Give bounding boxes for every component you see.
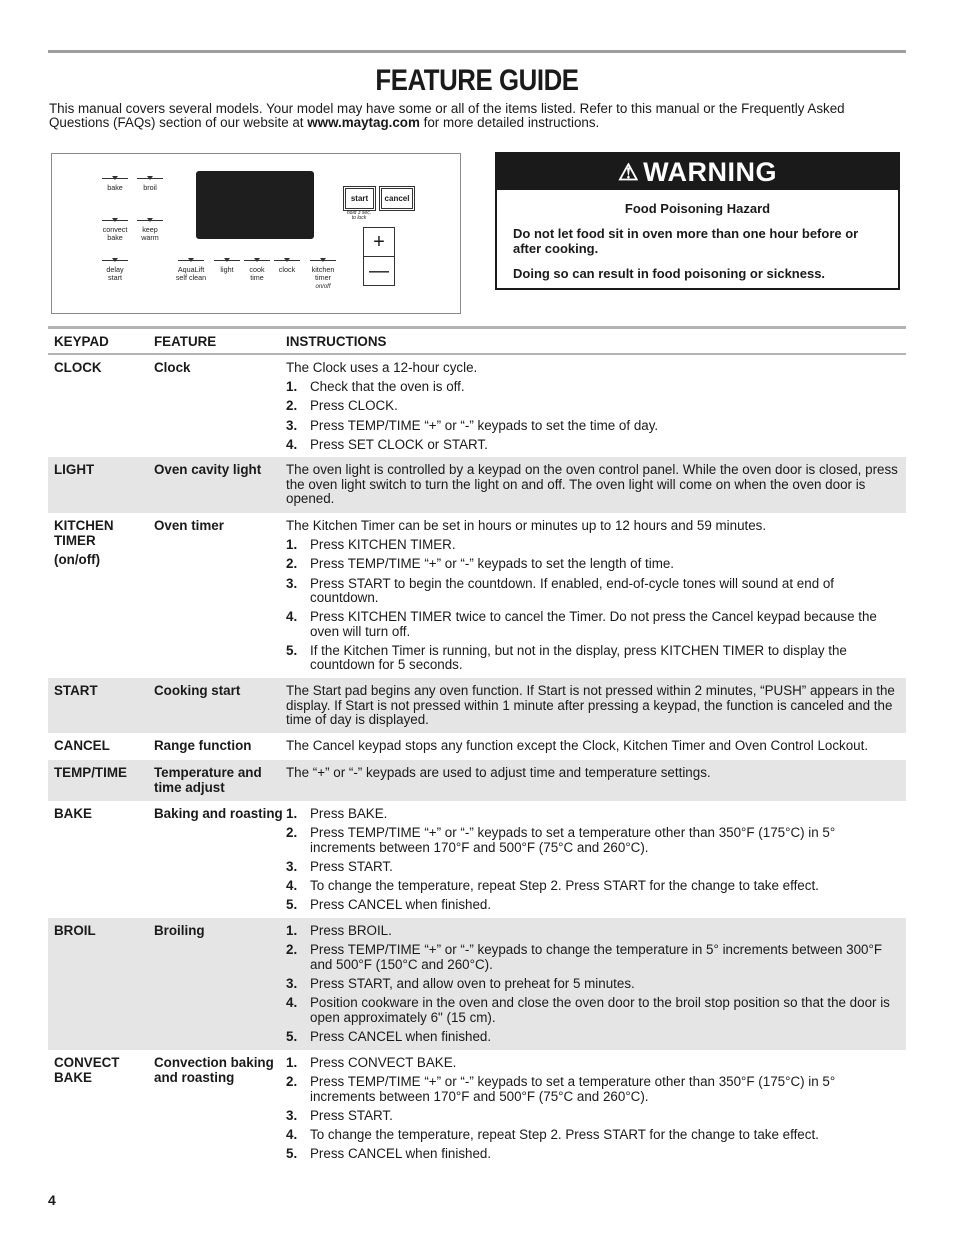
kitchen-timer-key: kitchen timer on/off <box>307 258 339 291</box>
table-header: KEYPAD FEATURE INSTRUCTIONS <box>48 326 906 355</box>
warning-box <box>495 152 900 290</box>
intro-paragraph <box>49 102 905 130</box>
keep-warm-key: keep warm <box>135 218 165 242</box>
start-key: start <box>343 186 376 211</box>
bake-key: bake <box>100 176 130 192</box>
broil-key: broil <box>135 176 165 192</box>
cook-time-key: cook time <box>242 258 272 282</box>
page-number: 4 <box>48 1192 56 1208</box>
plus-minus-keys <box>363 227 395 286</box>
hold-to-lock-note: hold 3 sec. to lock <box>346 210 372 221</box>
table-row: CLOCK Clock The Clock uses a 12-hour cycle. 1. Check that the oven is off. 2. Press CLOCK. 3. Press TEMP/TIME “+” or “-” keypads to set the time of day. 4. Press SET CLOCK or START. <box>54 360 659 452</box>
warning-line-1: Do not let food sit in oven more than one hour before or after cooking. <box>513 226 859 256</box>
table-row: KITCHEN TIMER (on/off) Oven timer The Kitchen Timer can be set in hours or minutes up to 12 hours and 59 minutes. 1. Press KITCHEN TIMER. 2. Press TEMP/TIME “+” or “-” keypads to set the length of time. 3. Press START to begin the countdown. If enabled, end-of-cycle tones will sound at end of countdown. 4. Press KITCHEN TIMER twice to cancel the Timer. Do not press the Cancel keypad because the oven will turn off. 5. If the Kitchen Timer is running, but not in the display, press KITCHEN TIMER to display the countdown for 5 seconds. <box>54 518 877 673</box>
table-row: CONVECT BAKE Convection baking and roasting 1. Press CONVECT BAKE. 2. Press TEMP/TIME “+” or “-” keypads to set a temperature other than 350°F (175°C) in 5° increments between 170°F and 500°F (75°C and 260°C). 3. Press START. 4. To change the temperature, repeat Step 2. Press START for the change to take effect. 5. Press CANCEL when finished. <box>54 1055 836 1162</box>
page-title: FEATURE GUIDE <box>375 64 579 97</box>
table-row: BAKE Baking and roasting 1. Press BAKE. 2. Press TEMP/TIME “+” or “-” keypads to set a temperature other than 350°F (175°C) in 5° increments between 170°F and 500°F (75°C and 260°C). 3. Press START. 4. To change the temperature, repeat Step 2. Press START for the change to take effect. 5. Press CANCEL when finished. <box>54 806 836 913</box>
minus-icon: — <box>364 256 394 285</box>
aqualift-key: AquaLift self clean <box>170 258 212 282</box>
warning-header: ⚠ WARNING <box>497 154 898 190</box>
cancel-key: cancel <box>379 186 415 211</box>
delay-start-key: delay start <box>100 258 130 282</box>
convect-bake-key: convect bake <box>100 218 130 242</box>
oven-display <box>196 171 314 239</box>
intro-text-end: for more detailed instructions. <box>419 115 600 130</box>
warning-line-2: Doing so can result in food poisoning or sickness. <box>513 266 826 281</box>
table-row: LIGHT Oven cavity light The oven light is controlled by a keypad on the oven control panel. While the oven door is closed, press the oven light switch to turn the light on and off. The oven light will come on when the oven door is opened. <box>48 457 906 513</box>
top-rule <box>48 50 906 53</box>
table-row: BROIL Broiling 1. Press BROIL. 2. Press TEMP/TIME “+” or “-” keypads to change the temperature in 5° increments between 300°F and 500°F (150°C and 260°C). 3. Press START, and allow oven to preheat for 5 minutes. 4. Position cookware in the oven and close the oven door to the broil stop position so that the door is open approximately 6" (15 cm). 5. Press CANCEL when finished. <box>48 918 906 1050</box>
control-panel-illustration <box>51 153 461 314</box>
table-row: START Cooking start The Start pad begins any oven function. If Start is not pressed within 2 minutes, “PUSH” appears in the display. If Start is not pressed within 1 minute after pressing a keypad, the function is canceled and the time of day is displayed. <box>48 678 906 733</box>
feature-table <box>48 326 906 1165</box>
hazard-title: Food Poisoning Hazard <box>624 201 771 216</box>
table-row: CANCEL Range function The Cancel keypad stops any function except the Clock, Kitchen Timer and Oven Control Lockout. <box>54 738 869 753</box>
plus-icon: + <box>373 230 385 253</box>
clock-key: clock <box>272 258 302 274</box>
website-link[interactable]: www.maytag.com <box>307 115 420 130</box>
table-row: TEMP/TIME Temperature and time adjust The “+” or “-” keypads are used to adjust time and temperature settings. <box>48 760 906 801</box>
warning-triangle-icon: ⚠ <box>617 158 640 185</box>
intro-text: This manual covers several models. Your model may have some or all of the items listed. Refer to this manual or the Frequently Asked Questions (FAQs) section of our website at <box>49 101 845 130</box>
light-key: light <box>212 258 242 274</box>
